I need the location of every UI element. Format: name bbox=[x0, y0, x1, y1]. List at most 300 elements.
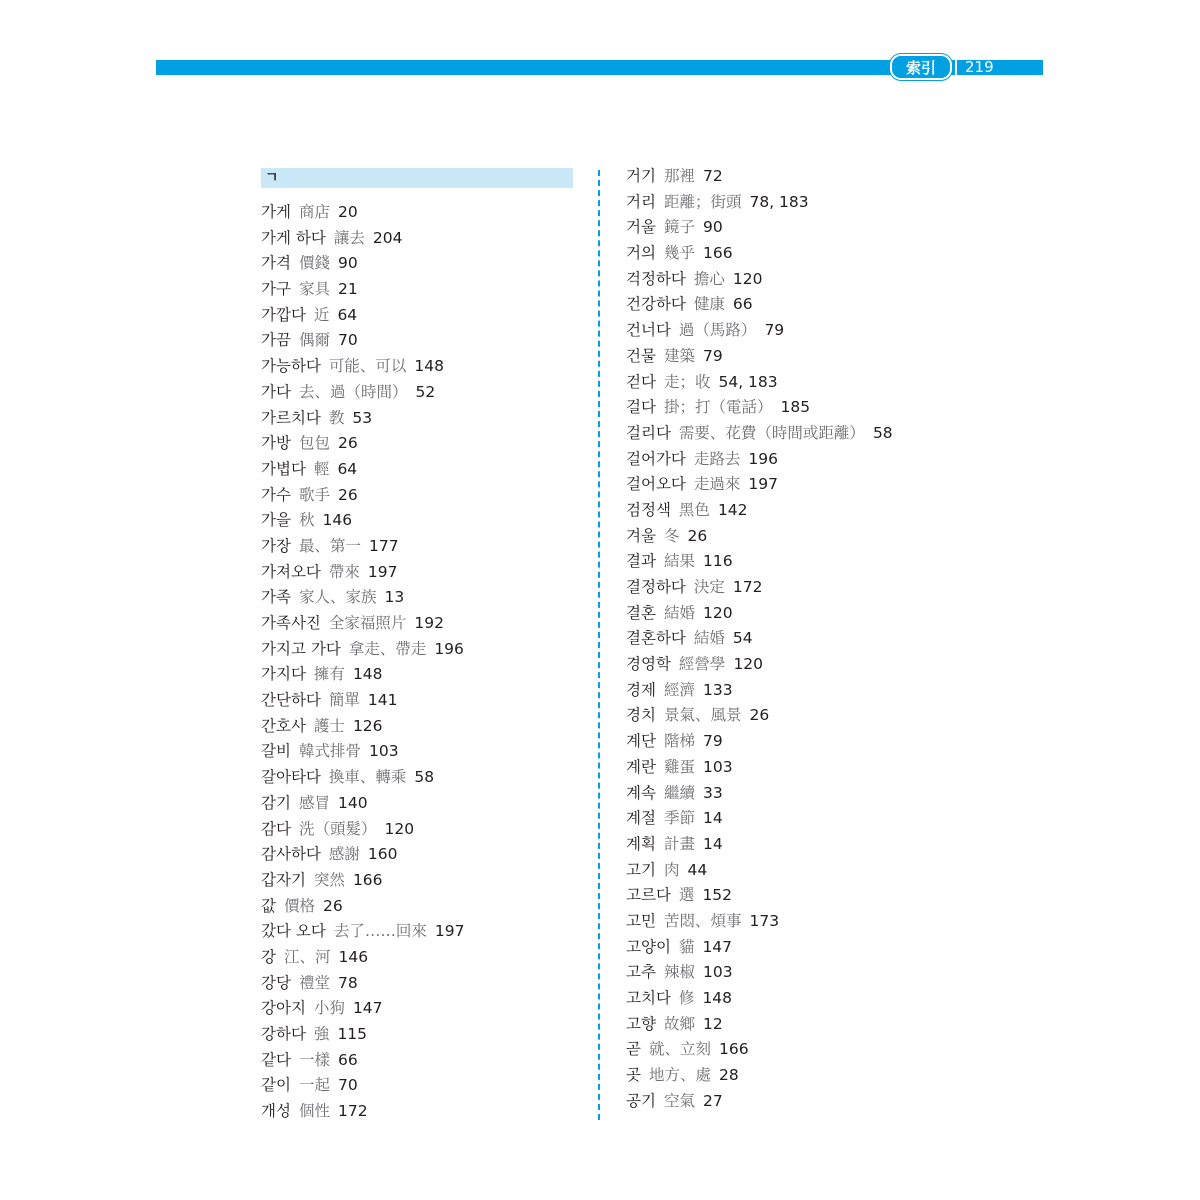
entry-korean: 고양이 bbox=[626, 937, 671, 956]
index-entry bbox=[626, 215, 893, 241]
entry-chinese: 過（馬路） bbox=[678, 321, 757, 340]
entry-page: 90 bbox=[702, 218, 723, 237]
entry-page: 103 bbox=[702, 963, 733, 982]
entry-korean: 건강하다 bbox=[626, 295, 686, 314]
entry-chinese: 走路去 bbox=[693, 449, 741, 468]
entry-korean: 갑자기 bbox=[261, 870, 306, 889]
entry-chinese: 繼續 bbox=[663, 783, 695, 802]
header-separator bbox=[955, 59, 957, 75]
index-entry bbox=[626, 498, 893, 524]
index-entry bbox=[261, 1048, 464, 1074]
entry-korean: 가르치다 bbox=[261, 408, 321, 427]
entry-chinese: 距離；街頭 bbox=[663, 192, 742, 211]
index-column-right bbox=[626, 164, 893, 1114]
entry-korean: 걸리다 bbox=[626, 423, 671, 442]
entry-chinese: 簡單 bbox=[328, 691, 360, 710]
entry-chinese: 需要、花費（時間或距離） bbox=[678, 423, 865, 442]
entry-korean: 건너다 bbox=[626, 321, 671, 340]
entry-chinese: 拿走、帶走 bbox=[348, 639, 427, 658]
section-badge: 索引 bbox=[890, 54, 952, 80]
entry-chinese: 選 bbox=[678, 886, 695, 905]
index-entry bbox=[626, 832, 893, 858]
index-entry bbox=[261, 1073, 464, 1099]
entry-page: 79 bbox=[702, 732, 723, 751]
entry-chinese: 感冒 bbox=[298, 793, 330, 812]
entry-page: 120 bbox=[702, 603, 733, 622]
entry-korean: 거리 bbox=[626, 192, 656, 211]
index-entry bbox=[626, 858, 893, 884]
index-entry bbox=[626, 395, 893, 421]
entry-korean: 결과 bbox=[626, 552, 656, 571]
entry-chinese: 苦悶、煩事 bbox=[663, 911, 742, 930]
entry-chinese: 可能、可以 bbox=[328, 357, 407, 376]
index-entry bbox=[626, 960, 893, 986]
entry-page: 78 bbox=[337, 973, 358, 992]
entry-chinese: 擔心 bbox=[693, 269, 725, 288]
index-entry bbox=[626, 1063, 893, 1089]
entry-page: 103 bbox=[368, 742, 399, 761]
index-entry bbox=[626, 344, 893, 370]
entry-chinese: 雞蛋 bbox=[663, 757, 695, 776]
index-entry bbox=[626, 678, 893, 704]
entry-page: 120 bbox=[732, 269, 763, 288]
entry-chinese: 家具 bbox=[298, 280, 330, 299]
entry-page: 146 bbox=[338, 947, 369, 966]
index-entry bbox=[626, 781, 893, 807]
entry-korean: 감사하다 bbox=[261, 845, 321, 864]
entry-chinese: 商店 bbox=[298, 203, 330, 221]
entry-chinese: 辣椒 bbox=[663, 963, 695, 982]
entry-page: 21 bbox=[337, 280, 358, 299]
entry-korean: 가져오다 bbox=[261, 562, 321, 581]
entry-page: 66 bbox=[337, 1050, 358, 1069]
entry-korean: 걸다 bbox=[626, 398, 656, 417]
index-entry bbox=[626, 447, 893, 473]
index-entry bbox=[261, 560, 464, 586]
entry-korean: 고기 bbox=[626, 860, 656, 879]
index-entry bbox=[261, 1099, 464, 1125]
index-entry bbox=[626, 1089, 893, 1115]
entry-page: 27 bbox=[702, 1091, 723, 1110]
entry-page: 120 bbox=[384, 819, 415, 838]
entry-korean: 가족 bbox=[261, 588, 291, 607]
index-entry bbox=[626, 524, 893, 550]
entry-chinese: 江、河 bbox=[283, 947, 331, 966]
entry-chinese: 個性 bbox=[298, 1102, 330, 1121]
entry-page: 197 bbox=[367, 562, 398, 581]
entry-chinese: 教 bbox=[328, 408, 345, 427]
entry-korean: 가깝다 bbox=[261, 305, 306, 324]
entry-chinese: 幾乎 bbox=[663, 244, 695, 263]
entry-chinese: 護士 bbox=[313, 716, 345, 735]
entry-korean: 같이 bbox=[261, 1076, 291, 1095]
index-entry bbox=[626, 652, 893, 678]
entry-chinese: 價格 bbox=[283, 896, 315, 915]
entry-page: 173 bbox=[749, 911, 780, 930]
entry-korean: 가지고 가다 bbox=[261, 639, 341, 658]
entry-korean: 가을 bbox=[261, 511, 291, 530]
entry-chinese: 鏡子 bbox=[663, 218, 695, 237]
index-entry bbox=[261, 431, 464, 457]
section-letter-header: ㄱ bbox=[261, 168, 573, 188]
entry-page: 14 bbox=[702, 834, 723, 853]
entry-page: 147 bbox=[352, 999, 383, 1018]
entry-chinese: 健康 bbox=[693, 295, 725, 314]
index-entry bbox=[626, 1037, 893, 1063]
column-divider bbox=[598, 170, 600, 1120]
index-entry bbox=[261, 919, 464, 945]
entry-page: 192 bbox=[414, 614, 445, 632]
index-entry bbox=[626, 1012, 893, 1038]
entry-chinese: 就、立刻 bbox=[648, 1040, 711, 1059]
entry-korean: 개성 bbox=[261, 1102, 291, 1121]
entry-korean: 겨울 bbox=[626, 526, 656, 545]
index-entry bbox=[626, 755, 893, 781]
entry-chinese: 禮堂 bbox=[298, 973, 330, 992]
entry-chinese: 韓式排骨 bbox=[298, 742, 361, 761]
index-entry bbox=[261, 483, 464, 509]
entry-page: 172 bbox=[732, 578, 763, 596]
entry-page: 185 bbox=[780, 398, 811, 417]
entry-page: 148 bbox=[414, 357, 445, 376]
index-entry bbox=[261, 817, 464, 843]
entry-chinese: 近 bbox=[313, 305, 330, 324]
entry-page: 116 bbox=[702, 552, 733, 571]
index-entry bbox=[261, 791, 464, 817]
entry-page: 146 bbox=[322, 511, 353, 530]
entry-page: 148 bbox=[352, 665, 383, 684]
entry-page: 133 bbox=[702, 680, 733, 699]
index-entry bbox=[261, 406, 464, 432]
entry-korean: 갈비 bbox=[261, 742, 291, 761]
entry-korean: 고르다 bbox=[626, 886, 671, 905]
entry-chinese: 經營學 bbox=[678, 655, 726, 674]
entry-page: 13 bbox=[384, 588, 405, 607]
entry-korean: 거울 bbox=[626, 218, 656, 237]
entry-page: 33 bbox=[702, 783, 723, 802]
entry-chinese: 讓去 bbox=[333, 228, 365, 247]
entry-page: 20 bbox=[337, 203, 358, 221]
entry-chinese: 故鄉 bbox=[663, 1014, 695, 1033]
entry-chinese: 那裡 bbox=[663, 167, 695, 185]
index-entry bbox=[261, 508, 464, 534]
entry-korean: 고치다 bbox=[626, 989, 671, 1007]
entry-korean: 강 bbox=[261, 947, 276, 966]
entry-korean: 가구 bbox=[261, 280, 291, 299]
entry-chinese: 帶來 bbox=[328, 562, 360, 581]
entry-page: 177 bbox=[368, 536, 399, 555]
entry-korean: 강아지 bbox=[261, 999, 306, 1018]
entry-chinese: 全家福照片 bbox=[328, 614, 407, 632]
index-entry bbox=[261, 765, 464, 791]
entry-chinese: 結婚 bbox=[663, 603, 695, 622]
index-entry bbox=[261, 739, 464, 765]
entry-page: 79 bbox=[764, 321, 785, 340]
entry-page: 152 bbox=[702, 886, 733, 905]
index-entry bbox=[626, 935, 893, 961]
entry-page: 79 bbox=[702, 346, 723, 365]
entry-korean: 값 bbox=[261, 896, 276, 915]
index-entry bbox=[261, 688, 464, 714]
entry-korean: 가다 bbox=[261, 382, 291, 401]
entry-page: 196 bbox=[434, 639, 464, 658]
entry-page: 142 bbox=[717, 500, 748, 519]
entry-chinese: 季節 bbox=[663, 809, 695, 828]
entry-page: 204 bbox=[372, 228, 403, 247]
entry-chinese: 小狗 bbox=[313, 999, 345, 1018]
entry-chinese: 感謝 bbox=[328, 845, 360, 864]
entry-page: 28 bbox=[719, 1066, 739, 1085]
entry-korean: 경치 bbox=[626, 706, 656, 725]
index-entry bbox=[626, 703, 893, 729]
entry-korean: 걸어오다 bbox=[626, 475, 686, 494]
entry-page: 103 bbox=[702, 757, 733, 776]
index-entry bbox=[626, 601, 893, 627]
entry-chinese: 決定 bbox=[693, 578, 725, 596]
index-entry bbox=[626, 883, 893, 909]
index-entry bbox=[626, 549, 893, 575]
entry-chinese: 階梯 bbox=[663, 732, 695, 751]
index-entry bbox=[261, 945, 464, 971]
index-entry bbox=[626, 164, 893, 190]
index-entry bbox=[261, 611, 464, 637]
entry-korean: 결정하다 bbox=[626, 578, 686, 596]
entry-chinese: 包包 bbox=[298, 434, 330, 453]
entry-korean: 걷다 bbox=[626, 372, 656, 391]
entry-chinese: 計畫 bbox=[663, 834, 695, 853]
entry-korean: 가격 bbox=[261, 254, 291, 273]
index-entry bbox=[261, 714, 464, 740]
entry-korean: 가족사진 bbox=[261, 614, 321, 632]
entry-page: 54, 183 bbox=[718, 372, 778, 391]
entry-page: 166 bbox=[719, 1040, 749, 1059]
entry-chinese: 強 bbox=[313, 1025, 330, 1043]
entry-korean: 강하다 bbox=[261, 1025, 306, 1043]
entry-korean: 가게 bbox=[261, 203, 291, 221]
entry-korean: 걱정하다 bbox=[626, 269, 686, 288]
header-tab bbox=[890, 56, 994, 78]
entry-page: 172 bbox=[337, 1102, 368, 1121]
index-entry bbox=[261, 277, 464, 303]
index-entry bbox=[626, 575, 893, 601]
entry-chinese: 空氣 bbox=[663, 1091, 695, 1110]
index-entry bbox=[626, 190, 893, 216]
entry-page: 120 bbox=[733, 655, 764, 674]
entry-korean: 가방 bbox=[261, 434, 291, 453]
entry-chinese: 最、第一 bbox=[298, 536, 361, 555]
entry-korean: 결혼 bbox=[626, 603, 656, 622]
entry-korean: 간단하다 bbox=[261, 691, 321, 710]
entry-chinese: 結婚 bbox=[693, 629, 725, 648]
entry-page: 64 bbox=[337, 305, 358, 324]
entry-page: 26 bbox=[749, 706, 770, 725]
entry-page: 196 bbox=[748, 449, 779, 468]
entry-korean: 결혼하다 bbox=[626, 629, 686, 648]
entry-page: 166 bbox=[702, 244, 733, 263]
index-entry bbox=[626, 626, 893, 652]
entry-page: 26 bbox=[337, 434, 358, 453]
entry-korean: 계절 bbox=[626, 809, 656, 828]
entry-korean: 경제 bbox=[626, 680, 656, 699]
entry-chinese: 掛；打（電話） bbox=[663, 398, 773, 417]
entry-korean: 검정색 bbox=[626, 500, 671, 519]
entry-korean: 가볍다 bbox=[261, 459, 306, 478]
entry-page: 72 bbox=[702, 167, 723, 185]
index-entry bbox=[261, 457, 464, 483]
entry-page: 26 bbox=[337, 485, 358, 504]
entry-page: 197 bbox=[434, 922, 465, 941]
index-entry bbox=[626, 267, 893, 293]
index-entry bbox=[261, 354, 464, 380]
entry-chinese: 走；收 bbox=[663, 372, 711, 391]
index-entry bbox=[261, 534, 464, 560]
index-entry bbox=[261, 226, 464, 252]
entry-page: 54 bbox=[732, 629, 753, 648]
entry-chinese: 輕 bbox=[313, 459, 330, 478]
entry-page: 64 bbox=[337, 459, 358, 478]
entry-korean: 거기 bbox=[626, 167, 656, 185]
entry-page: 44 bbox=[687, 860, 708, 879]
index-entry bbox=[261, 1022, 464, 1048]
entry-korean: 강당 bbox=[261, 973, 291, 992]
entry-chinese: 經濟 bbox=[663, 680, 695, 699]
entry-chinese: 地方、處 bbox=[648, 1066, 711, 1085]
entry-korean: 계획 bbox=[626, 834, 656, 853]
entry-korean: 계속 bbox=[626, 783, 656, 802]
entry-chinese: 一樣 bbox=[298, 1050, 330, 1069]
entry-chinese: 貓 bbox=[678, 937, 695, 956]
index-entry bbox=[626, 292, 893, 318]
index-entry bbox=[626, 806, 893, 832]
entry-korean: 곧 bbox=[626, 1040, 641, 1059]
entry-korean: 갈아타다 bbox=[261, 768, 321, 787]
entry-korean: 계란 bbox=[626, 757, 656, 776]
entry-page: 70 bbox=[337, 1076, 358, 1095]
entry-chinese: 景氣、風景 bbox=[663, 706, 742, 725]
entry-korean: 갔다 오다 bbox=[261, 922, 326, 941]
entry-page: 148 bbox=[702, 989, 733, 1007]
index-entry bbox=[626, 421, 893, 447]
entry-chinese: 洗（頭髮） bbox=[298, 819, 377, 838]
entry-chinese: 黑色 bbox=[678, 500, 710, 519]
entry-page: 147 bbox=[702, 937, 733, 956]
entry-page: 58 bbox=[872, 423, 893, 442]
index-entry bbox=[626, 986, 893, 1012]
entry-page: 26 bbox=[687, 526, 708, 545]
index-entry bbox=[261, 894, 464, 920]
entry-korean: 가끔 bbox=[261, 331, 291, 350]
index-entry bbox=[261, 637, 464, 663]
entry-korean: 감다 bbox=[261, 819, 291, 838]
entry-chinese: 秋 bbox=[298, 511, 315, 530]
entry-page: 53 bbox=[352, 408, 373, 427]
index-entry bbox=[261, 303, 464, 329]
entry-chinese: 家人、家族 bbox=[298, 588, 377, 607]
entry-page: 78, 183 bbox=[749, 192, 809, 211]
entry-chinese: 結果 bbox=[663, 552, 695, 571]
entry-page: 126 bbox=[352, 716, 383, 735]
entry-page: 12 bbox=[702, 1014, 723, 1033]
index-entry bbox=[261, 328, 464, 354]
entry-page: 66 bbox=[732, 295, 753, 314]
entry-chinese: 歌手 bbox=[298, 485, 330, 504]
index-entry bbox=[626, 370, 893, 396]
entry-page: 141 bbox=[367, 691, 398, 710]
entry-korean: 고향 bbox=[626, 1014, 656, 1033]
entry-korean: 가능하다 bbox=[261, 357, 321, 376]
index-entry bbox=[626, 729, 893, 755]
entry-korean: 계단 bbox=[626, 732, 656, 751]
entry-korean: 가지다 bbox=[261, 665, 306, 684]
entry-korean: 감기 bbox=[261, 793, 291, 812]
entry-chinese: 走過來 bbox=[693, 475, 741, 494]
entry-korean: 고민 bbox=[626, 911, 656, 930]
index-entry bbox=[261, 380, 464, 406]
entry-page: 166 bbox=[352, 870, 383, 889]
page-number: 219 bbox=[965, 58, 994, 76]
entry-korean: 거의 bbox=[626, 244, 656, 263]
entry-korean: 곳 bbox=[626, 1066, 641, 1085]
index-entry bbox=[626, 241, 893, 267]
index-entry bbox=[261, 842, 464, 868]
entry-korean: 같다 bbox=[261, 1050, 291, 1069]
entry-korean: 건물 bbox=[626, 346, 656, 365]
entry-chinese: 建築 bbox=[663, 346, 695, 365]
index-entry bbox=[261, 662, 464, 688]
index-entry bbox=[626, 472, 893, 498]
entry-chinese: 冬 bbox=[663, 526, 680, 545]
entry-korean: 고추 bbox=[626, 963, 656, 982]
entry-chinese: 價錢 bbox=[298, 254, 330, 273]
entry-chinese: 換車、轉乘 bbox=[328, 768, 407, 787]
entry-page: 115 bbox=[337, 1025, 368, 1043]
entry-page: 52 bbox=[415, 382, 436, 401]
entry-chinese: 突然 bbox=[313, 870, 345, 889]
index-entry bbox=[626, 318, 893, 344]
entry-page: 14 bbox=[702, 809, 723, 828]
index-entry bbox=[261, 200, 464, 226]
entry-page: 160 bbox=[367, 845, 398, 864]
entry-korean: 가장 bbox=[261, 536, 291, 555]
entry-korean: 경영학 bbox=[626, 655, 671, 674]
entry-chinese: 去、過（時間） bbox=[298, 382, 408, 401]
index-entry bbox=[261, 868, 464, 894]
index-entry bbox=[261, 251, 464, 277]
entry-chinese: 偶爾 bbox=[298, 331, 330, 350]
index-column-left bbox=[261, 200, 464, 1125]
entry-page: 197 bbox=[748, 475, 779, 494]
entry-korean: 간호사 bbox=[261, 716, 306, 735]
entry-page: 90 bbox=[337, 254, 358, 273]
entry-korean: 걸어가다 bbox=[626, 449, 686, 468]
index-entry bbox=[261, 971, 464, 997]
entry-korean: 공기 bbox=[626, 1091, 656, 1110]
entry-chinese: 一起 bbox=[298, 1076, 330, 1095]
index-entry bbox=[261, 996, 464, 1022]
entry-page: 26 bbox=[323, 896, 343, 915]
entry-chinese: 去了……回來 bbox=[333, 922, 427, 941]
entry-page: 140 bbox=[337, 793, 368, 812]
index-entry bbox=[261, 585, 464, 611]
index-entry bbox=[626, 909, 893, 935]
entry-chinese: 肉 bbox=[663, 860, 680, 879]
entry-korean: 가수 bbox=[261, 485, 291, 504]
entry-korean: 가게 하다 bbox=[261, 228, 326, 247]
entry-chinese: 修 bbox=[678, 989, 695, 1007]
entry-page: 58 bbox=[414, 768, 435, 787]
entry-chinese: 擁有 bbox=[313, 665, 345, 684]
entry-page: 70 bbox=[337, 331, 358, 350]
